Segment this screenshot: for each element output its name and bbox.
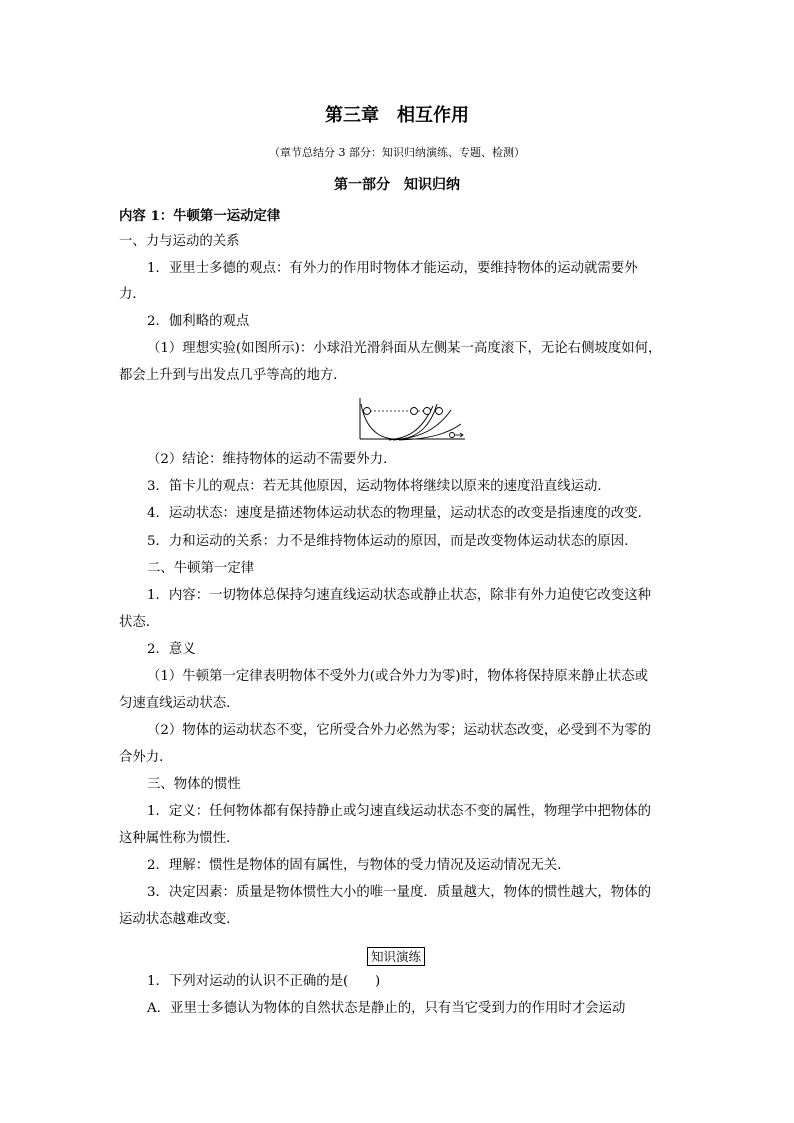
paragraph-line: （2）物体的运动状态不变，它所受合外力必然为零；运动状态改变，必受到不为零的 xyxy=(147,723,651,738)
ideal-experiment-diagram xyxy=(359,396,467,442)
paragraph-line: 2．伽利略的观点 xyxy=(147,314,250,329)
paragraph-line: （1）牛顿第一定律表明物体不受外力(或合外力为零)时，物体将保持原来静止状态或 xyxy=(147,669,649,684)
question-option: A．亚里士多德认为物体的自然状态是静止的，只有当它受到力的作用时才会运动 xyxy=(147,1001,626,1016)
paragraph-line: 运动状态越难改变． xyxy=(119,912,240,927)
part-heading: 第一部分 知识归纳 xyxy=(334,177,460,193)
chapter-subtitle: （章节总结分 3 部分：知识归纳演练、专题、检测） xyxy=(269,146,525,159)
section-heading-1: 一、力与运动的关系 xyxy=(119,234,240,249)
paragraph-line: 2．理解：惯性是物体的固有属性，与物体的受力情况及运动情况无关． xyxy=(147,858,571,873)
paragraph-line: 匀速直线运动状态． xyxy=(119,696,240,711)
paragraph-line: （1）理想实验(如图所示)：小球沿光滑斜面从左侧某一高度滚下，无论右侧坡度如何， xyxy=(147,341,662,356)
paragraph-line: 5．力和运动的关系：力不是维持物体运动的原因，而是改变物体运动状态的原因． xyxy=(147,534,638,549)
paragraph-line: 都会上升到与出发点几乎等高的地方． xyxy=(119,368,347,383)
paragraph-line: 合外力． xyxy=(119,750,173,765)
section-heading-2: 二、牛顿第一定律 xyxy=(147,561,255,576)
section-heading-3: 三、物体的惯性 xyxy=(147,777,241,792)
paragraph-line: 2．意义 xyxy=(147,642,196,657)
knowledge-practice-box: 知识演练 xyxy=(367,947,425,966)
paragraph-line: 3．笛卡儿的观点：若无其他原因，运动物体将继续以原来的速度沿直线运动． xyxy=(147,479,611,494)
paragraph-line: 1．亚里士多德的观点：有外力的作用时物体才能运动，要维持物体的运动就需要外 xyxy=(147,261,638,276)
paragraph-line: 1．内容：一切物体总保持匀速直线运动状态或静止状态，除非有外力迫使它改变这种 xyxy=(147,588,651,603)
paragraph-line: 状态． xyxy=(119,615,160,630)
paragraph-line: 3．决定因素：质量是物体惯性大小的唯一量度．质量越大，物体的惯性越大，物体的 xyxy=(147,885,651,900)
paragraph-line: 4．运动状态：速度是描述物体运动状态的物理量，运动状态的改变是指速度的改变． xyxy=(147,506,651,521)
paragraph-line: 力． xyxy=(119,287,146,302)
paragraph-line: 这种属性称为惯性． xyxy=(119,831,240,846)
chapter-title: 第三章 相互作用 xyxy=(325,105,469,126)
paragraph-line: （2）结论：维持物体的运动不需要外力． xyxy=(147,452,397,467)
content-heading: 内容 1：牛顿第一运动定律 xyxy=(119,208,281,224)
paragraph-line: 1．定义：任何物体都有保持静止或匀速直线运动状态不变的属性，物理学中把物体的 xyxy=(147,804,651,819)
question-line: 1．下列对运动的认识不正确的是( ) xyxy=(147,974,381,989)
